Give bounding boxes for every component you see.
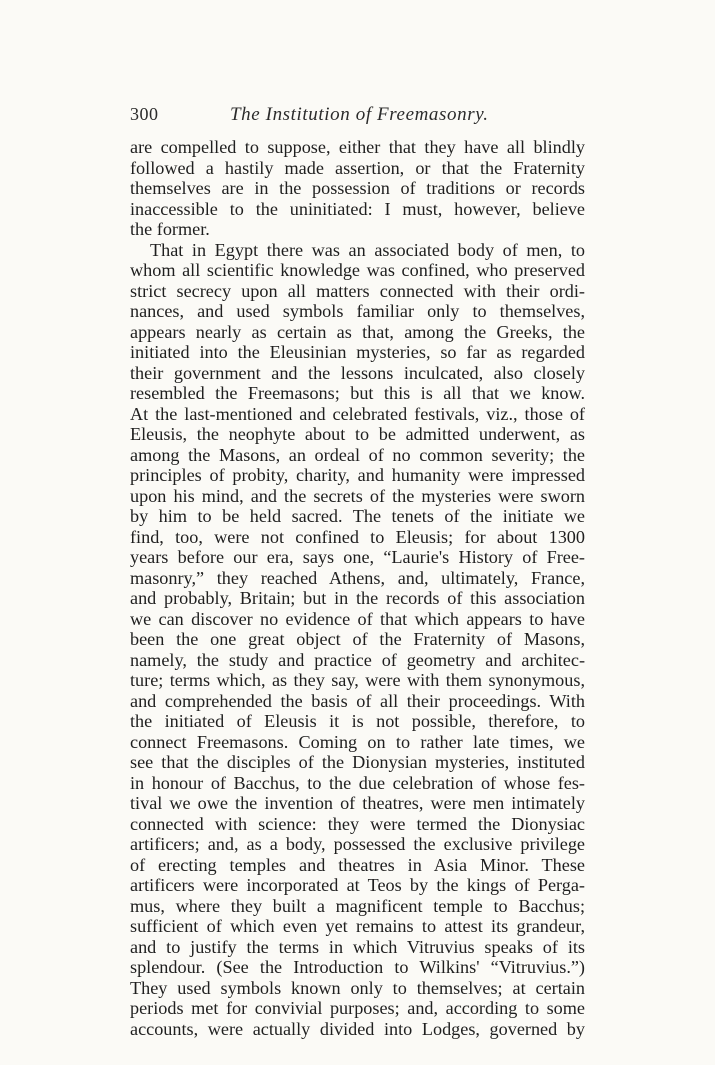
text-line: find, too, were not confined to Eleusis; for about 1300 bbox=[130, 526, 585, 547]
text-line: of erecting temples and theatres in Asia Minor. These bbox=[130, 854, 585, 875]
text-line: followed a hastily made assertion, or that the Fraternity bbox=[130, 157, 585, 178]
text-line: and probably, Britain; but in the records of this association bbox=[130, 588, 585, 608]
text-line: tival we owe the invention of theatres, were men intimately bbox=[130, 793, 585, 813]
text-line: are compelled to suppose, either that they have all blindly bbox=[130, 137, 585, 157]
text-line: splendour. (See the Introduction to Wilkins' “Vitruvius.”) bbox=[130, 957, 585, 977]
text-line: periods met for convivial purposes; and, according to some bbox=[130, 998, 585, 1018]
text-line: initiated into the Eleusinian mysteries, so far as regarded bbox=[130, 342, 585, 362]
text-line: ture; terms which, as they say, were with them synonymous, bbox=[130, 670, 585, 690]
running-title: The Institution of Freemasonry. bbox=[230, 104, 489, 125]
text-line: the former. bbox=[130, 219, 210, 239]
text-line: Eleusis, the neophyte about to be admitted underwent, as bbox=[130, 424, 585, 444]
text-line: artificers; and, as a body, possessed the exclusive privilege bbox=[130, 834, 585, 854]
text-line: They used symbols known only to themselves; at certain bbox=[130, 977, 585, 998]
text-line: among the Masons, an ordeal of no common severity; the bbox=[130, 444, 585, 465]
text-line: whom all scientific knowledge was confined, who preserved bbox=[130, 260, 585, 280]
text-line: and to justify the terms in which Vitruvius speaks of its bbox=[130, 936, 585, 957]
text-line: mus, where they built a magnificent temple to Bacchus; bbox=[130, 895, 585, 916]
text-line: connected with science: they were termed the Dionysiac bbox=[130, 813, 585, 834]
text-line: the initiated of Eleusis it is not possible, therefore, to bbox=[130, 711, 585, 731]
text-line: accounts, were actually divided into Lodges, governed by bbox=[130, 1018, 585, 1039]
text-line: themselves are in the possession of traditions or records bbox=[130, 178, 585, 198]
text-line: principles of probity, charity, and humanity were impressed bbox=[130, 465, 585, 485]
text-line: their government and the lessons inculcated, also closely bbox=[130, 362, 585, 383]
text-line: we can discover no evidence of that which appears to have bbox=[130, 608, 585, 629]
text-line: and comprehended the basis of all their proceedings. With bbox=[130, 690, 585, 711]
text-line: nances, and used symbols familiar only to themselves, bbox=[130, 301, 585, 321]
text-line: see that the disciples of the Dionysian mysteries, instituted bbox=[130, 752, 585, 772]
page-header bbox=[130, 104, 585, 128]
text-line: years before our era, says one, “Laurie's History of Free- bbox=[130, 547, 585, 567]
text-line: by him to be held sacred. The tenets of the initiate we bbox=[130, 506, 585, 526]
text-line: been the one great object of the Fraternity of Masons, bbox=[130, 629, 585, 649]
text-line: strict secrecy upon all matters connected with their ordi- bbox=[130, 280, 585, 301]
text-line: namely, the study and practice of geometry and architec- bbox=[130, 649, 585, 670]
text-line: That in Egypt there was an associated body of men, to bbox=[150, 239, 585, 260]
text-line: artificers were incorporated at Teos by the kings of Perga- bbox=[130, 875, 585, 895]
text-line: inaccessible to the uninitiated: I must, however, believe bbox=[130, 198, 585, 219]
page-number: 300 bbox=[130, 104, 159, 124]
text-line: sufficient of which even yet remains to attest its grandeur, bbox=[130, 916, 585, 936]
text-line: masonry,” they reached Athens, and, ultimately, France, bbox=[130, 567, 585, 588]
body-text bbox=[130, 137, 585, 1039]
text-line: upon his mind, and the secrets of the mysteries were sworn bbox=[130, 485, 585, 506]
text-line: At the last-mentioned and celebrated festivals, viz., those of bbox=[130, 403, 585, 424]
text-line: in honour of Bacchus, to the due celebration of whose fes- bbox=[130, 772, 585, 793]
text-line: connect Freemasons. Coming on to rather late times, we bbox=[130, 731, 585, 752]
text-line: resembled the Freemasons; but this is all that we know. bbox=[130, 383, 585, 403]
text-line: appears nearly as certain as that, among the Greeks, the bbox=[130, 321, 585, 342]
